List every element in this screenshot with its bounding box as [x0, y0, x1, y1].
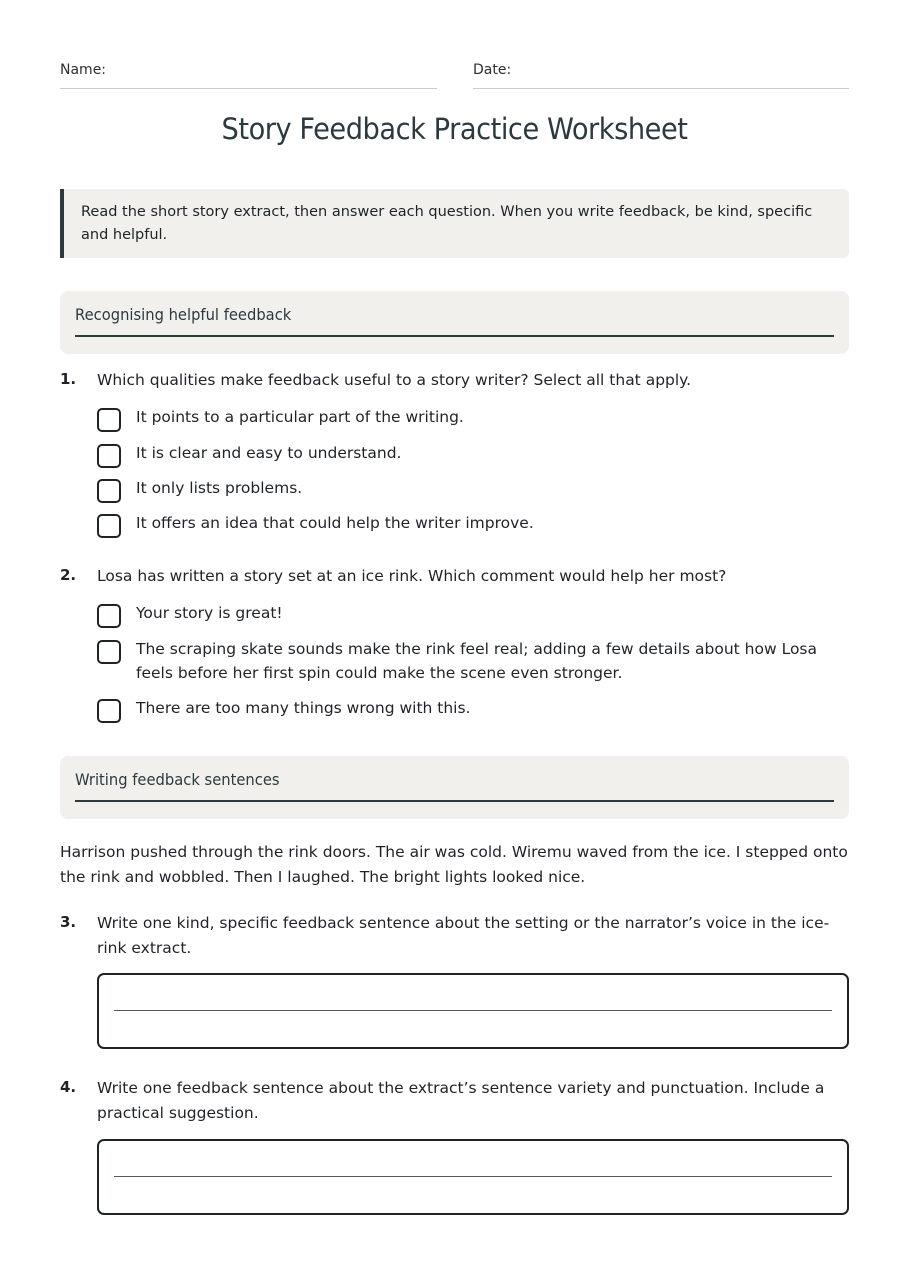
instructions-box: Read the short story extract, then answer each question. When you write feedback, be kind, specific and helpful. — [60, 189, 849, 258]
answer-line — [114, 1176, 832, 1177]
checkbox[interactable] — [97, 444, 121, 468]
option-label: It offers an idea that could help the writer improve. — [136, 514, 534, 532]
answer-box-q4[interactable] — [97, 1139, 849, 1215]
section-divider — [75, 335, 834, 337]
name-field[interactable] — [60, 60, 437, 89]
answer-line — [114, 1010, 832, 1011]
checkbox[interactable] — [97, 408, 121, 432]
question-number: 4. — [60, 1078, 77, 1096]
checkbox[interactable] — [97, 640, 121, 664]
option-label: There are too many things wrong with this. — [136, 699, 471, 717]
name-label: Name: — [60, 62, 107, 78]
checkbox[interactable] — [97, 514, 121, 538]
date-field[interactable] — [473, 60, 849, 89]
question-text: Losa has written a story set at an ice rink. Which comment would help her most? — [97, 567, 727, 585]
section-title: Recognising helpful feedback — [75, 305, 292, 324]
page-title: Story Feedback Practice Worksheet — [221, 112, 688, 146]
section-title: Writing feedback sentences — [75, 770, 280, 789]
question-number: 1. — [60, 370, 77, 388]
date-label: Date: — [473, 62, 512, 78]
question-number: 2. — [60, 566, 77, 584]
option-label: It points to a particular part of the writing. — [136, 408, 464, 426]
option-label: The scraping skate sounds make the rink feel real; adding a few details about how Losa feels before her first spin could make the scene even stronger. — [136, 640, 818, 682]
question-text: Write one feedback sentence about the extract’s sentence variety and punctuation. Include a practical suggestion. — [97, 1079, 825, 1122]
question-text: Which qualities make feedback useful to a story writer? Select all that apply. — [97, 371, 692, 389]
answer-box-q3[interactable] — [97, 973, 849, 1049]
question-text: Write one kind, specific feedback sentence about the setting or the narrator’s voice in the ice-rink extract. — [97, 914, 830, 957]
section-header-writing — [60, 756, 849, 819]
section-divider — [75, 800, 834, 802]
option-label: It only lists problems. — [136, 479, 303, 497]
option-label: Your story is great! — [136, 604, 283, 622]
checkbox[interactable] — [97, 699, 121, 723]
section-header-recognising — [60, 291, 849, 354]
option-label: It is clear and easy to understand. — [136, 444, 402, 462]
checkbox[interactable] — [97, 604, 121, 628]
story-extract: Harrison pushed through the rink doors. The air was cold. Wiremu waved from the ice. I stepped onto the rink and wobbled. Then I laughed. The bright lights looked nice. — [60, 843, 848, 886]
checkbox[interactable] — [97, 479, 121, 503]
question-number: 3. — [60, 913, 77, 931]
